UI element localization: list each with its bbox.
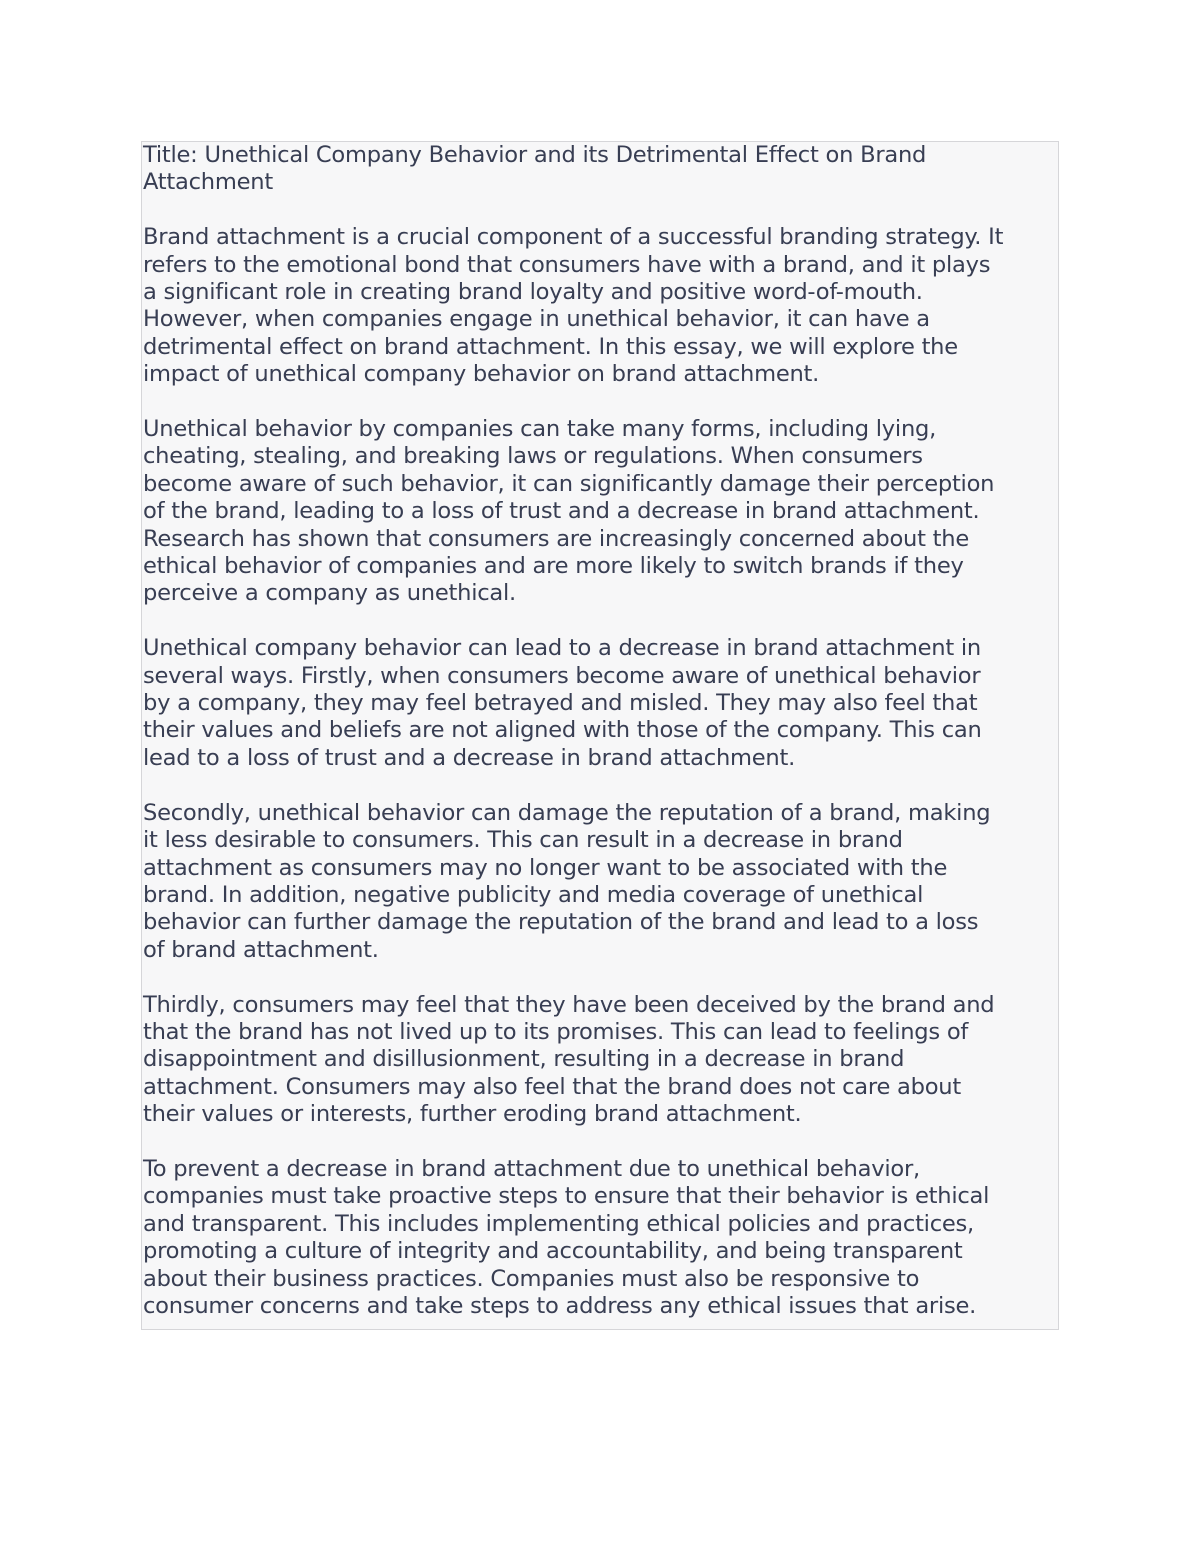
essay-title: Title: Unethical Company Behavior and its Detrimental Effect on Brand Attachment — [143, 142, 927, 196]
essay-paragraph: To prevent a decrease in brand attachment due to unethical behavior, companies must take proactive steps to ensure that their behavior is ethical and transparent. This includes implementing ethical policies and practices, promoting a culture of integrity and accountability, and being transparent about their business practices. Companies must also be responsive to consumer concerns and take steps to address any ethical issues that arise. — [143, 1155, 990, 1319]
essay-paragraph: Unethical behavior by companies can take many forms, including lying, cheating, stealing, and breaking laws or regulations. When consumers become aware of such behavior, it can significantly damage their perception of the brand, leading to a loss of trust and a decrease in brand attachment. Research has shown that consumers are increasingly concerned about the ethical behavior of companies and are more likely to switch brands if they perceive a company as unethical. — [143, 416, 995, 607]
essay-paragraph: Brand attachment is a crucial component of a successful branding strategy. It refers to the emotional bond that consumers have with a brand, and it plays a significant role in creating brand loyalty and positive word-of-mouth. However, when companies engage in unethical behavior, it can have a detrimental effect on brand attachment. In this essay, we will explore the impact of unethical company behavior on brand attachment. — [143, 224, 1004, 388]
essay-paragraph: Secondly, unethical behavior can damage the reputation of a brand, making it less desirable to consumers. This can result in a decrease in brand attachment as consumers may no longer want to be associated with the brand. In addition, negative publicity and media coverage of unethical behavior can further damage the reputation of the brand and lead to a loss of brand attachment. — [143, 799, 991, 963]
essay-paragraph: Thirdly, consumers may feel that they have been deceived by the brand and that the brand has not lived up to its promises. This can lead to feelings of disappointment and disillusionment, resulting in a decrease in brand attachment. Consumers may also feel that the brand does not care about their values or interests, further eroding brand attachment. — [143, 991, 995, 1128]
essay-text-box — [141, 141, 1059, 1330]
essay-paragraph: Unethical company behavior can lead to a decrease in brand attachment in several ways. Firstly, when consumers become aware of unethical behavior by a company, they may feel betrayed and misled. They may also feel that their values and beliefs are not aligned with those of the company. This can lead to a loss of trust and a decrease in brand attachment. — [143, 635, 982, 771]
